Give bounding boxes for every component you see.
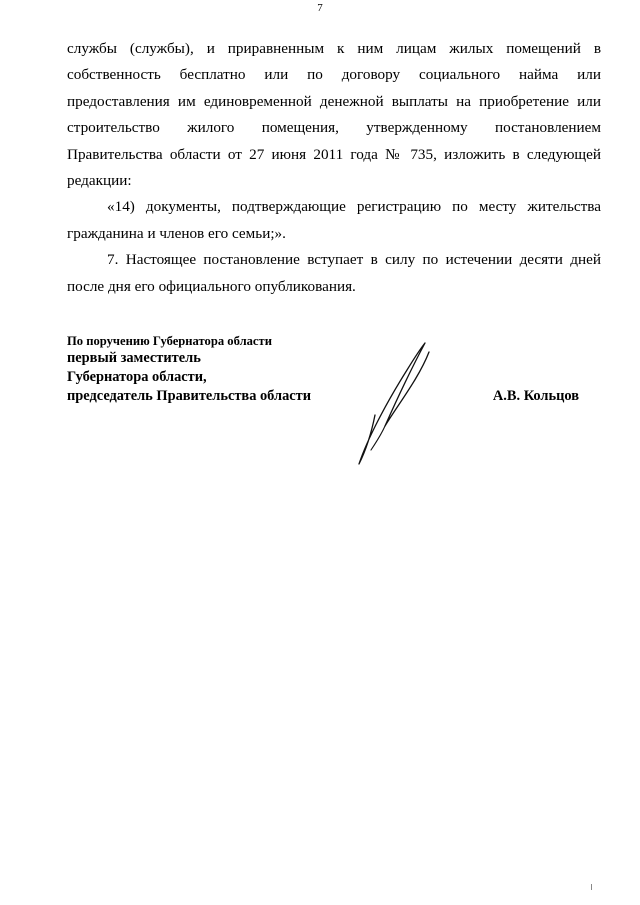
signatory-name: А.В. Кольцов bbox=[492, 388, 579, 404]
page-number: 7 bbox=[317, 2, 323, 14]
signature-preamble: По поручению Губернатора области bbox=[67, 334, 272, 348]
signature-position-line: председатель Правительства области bbox=[67, 388, 312, 404]
handwritten-signature bbox=[345, 340, 435, 468]
signature-position-line: Губернатора области, bbox=[67, 369, 207, 385]
body-paragraph: службы (службы), и приравненным к ним лицам жилых помещений в собственность бесплатно или по договору социального найма или предоставления им единовременной денежной выплаты на приобретение или строительство жилого помещения, утвержденному постановлением Правительства области от 27 июня 2011 года № 735, изложить в следующей редакции: bbox=[67, 40, 601, 190]
document-body bbox=[67, 36, 601, 300]
signature-position-line: первый заместитель bbox=[67, 350, 201, 366]
body-paragraph: «14) документы, подтверждающие регистрацию по месту жительства гражданина и членов его семьи;». bbox=[67, 198, 601, 242]
body-paragraph: 7. Настоящее постановление вступает в силу по истечении десяти дней после дня его официального опубликования. bbox=[67, 251, 601, 295]
scan-mark bbox=[591, 884, 592, 890]
signature-block bbox=[67, 333, 587, 406]
signature-row bbox=[67, 387, 587, 406]
